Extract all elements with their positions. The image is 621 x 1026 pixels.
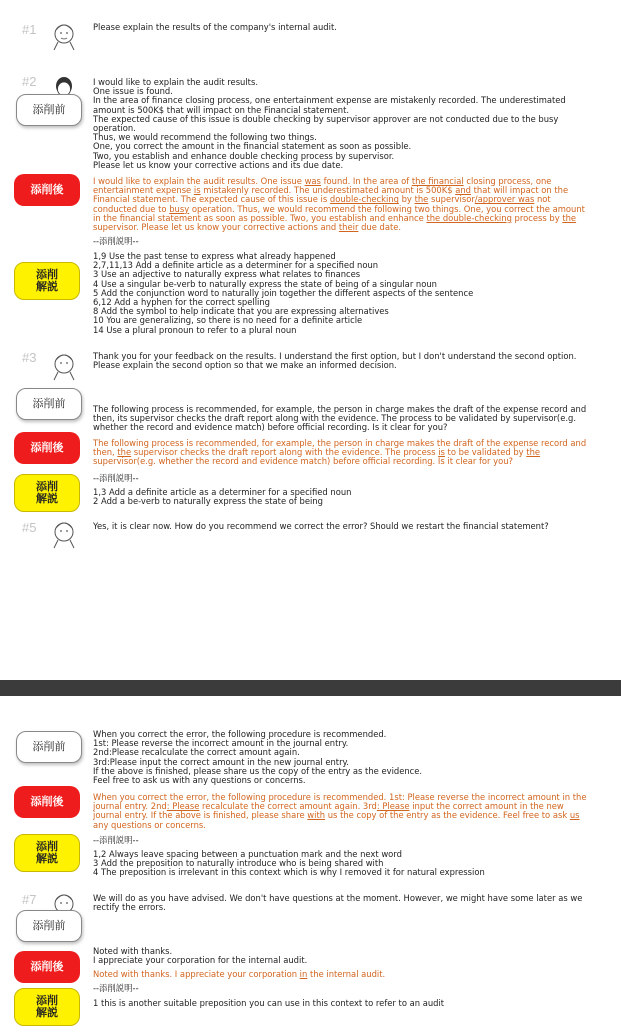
explanation-list (93, 488, 593, 506)
text-line: The expected cause of this issue is double checking by supervisor approver are not conducted due to the busy operation. (93, 113, 559, 134)
explanation-item: 6,12 Add a hyphen for the correct spelling (93, 297, 270, 308)
text-line: Two, you establish and enhance double checking process by supervisor. (93, 150, 395, 161)
explanation-label (14, 474, 80, 512)
question-text: Yes, it is clear now. How do you recommend we correct the error? Should we restart the financial statement? (93, 521, 549, 531)
explanation-list (93, 999, 593, 1008)
exchange-number: #1 (22, 22, 37, 37)
explanation-header: --添削説明-- (93, 236, 139, 246)
exchange-number: #3 (22, 350, 37, 365)
explanation-header: --添削説明-- (93, 473, 139, 483)
explanation-item: 1 this is another suitable preposition you can use in this context to refer to an audit (93, 998, 445, 1008)
correction-mark: with (307, 810, 326, 821)
before-correction-label: 添削前 (16, 388, 82, 420)
explanation-item: 2 Add a be-verb to naturally express the state of being (93, 496, 323, 507)
text-line: 3rd:Please input the correct amount in the new journal entry. (93, 756, 349, 767)
correction-mark: double-checking (329, 194, 399, 205)
thinking-person-icon (50, 18, 78, 52)
correction-mark: us (569, 810, 580, 821)
correction-mark: the (526, 447, 541, 458)
text-line: In the area of finance closing process, one entertainment expense are mistakenly recorded. The underestimated amount is 500K$ that will impact on the Financial statement. (93, 95, 566, 115)
explanation-label-text: 添削 解説 (36, 480, 58, 505)
text-line: When you correct the error, the following procedure is recommended. (93, 729, 387, 739)
explanation-item: 10 You are generalizing, so there is no need for a definite article (93, 315, 363, 326)
correction-mark: /approver was (474, 194, 535, 205)
text-line: 2nd:Please recalculate the correct amount again. (93, 747, 300, 758)
text-line: Feel free to ask us with any questions or concerns. (93, 775, 306, 786)
exchange-number: #5 (22, 520, 37, 535)
document-page-2 (0, 696, 621, 1024)
correction-mark: the (562, 212, 577, 223)
explanation-label (14, 262, 80, 300)
text-line: One issue is found. (93, 86, 173, 97)
explanation-item: 1,9 Use the past tense to express what already happened (93, 251, 336, 261)
explanation-item: 3 Add the preposition to naturally introduce who is being shared with (93, 858, 384, 869)
correction-mark: is (193, 185, 201, 196)
explanation-item: 1,3 Add a definite article as a determiner for a specified noun (93, 487, 352, 497)
before-correction-label: 添削前 (16, 910, 82, 942)
explanation-item: 3 Use an adjective to naturally express what relates to finances (93, 269, 361, 280)
explanation-label-text: 添削 解説 (36, 994, 58, 1019)
after-correction-text: Noted with thanks. I appreciate your corporation in the internal audit. (93, 969, 386, 979)
page-separator (0, 680, 621, 696)
correction-mark: in (299, 969, 308, 979)
correction-mark: the financial (411, 176, 464, 186)
before-correction-text (93, 730, 593, 785)
correction-mark: busy (169, 203, 190, 214)
before-correction-label: 添削前 (16, 731, 82, 763)
correction-mark: was (304, 176, 321, 186)
thinking-person-icon (50, 516, 78, 550)
explanation-list (93, 850, 593, 878)
exchange-number: #7 (22, 892, 37, 907)
after-correction-label: 添削後 (14, 174, 80, 206)
correction-mark: the double-checking (426, 212, 512, 223)
correction-mark: : Please (166, 801, 200, 812)
explanation-item: 1,2 Always leave spacing between a punctuation mark and the next word (93, 849, 402, 859)
question-text: Thank you for your feedback on the results. I understand the first option, but I don't understand the second option. Please explain the second option so that we make an informed decision. (93, 351, 577, 371)
correction-mark: their (338, 222, 359, 233)
text-line: I would like to explain the audit results. (93, 77, 258, 87)
after-correction-label: 添削後 (14, 951, 80, 983)
thinking-person-icon (50, 348, 78, 382)
before-correction-label: 添削前 (16, 94, 82, 126)
text-line: Thus, we would recommend the following two things. (93, 132, 317, 143)
after-correction-label: 添削後 (14, 786, 80, 818)
explanation-item: 14 Use a plural pronoun to refer to a plural noun (93, 324, 297, 335)
explanation-label (14, 988, 80, 1026)
explanation-label (14, 834, 80, 872)
correction-mark: the (414, 194, 429, 205)
exchange-number: #2 (22, 74, 37, 89)
question-text: Please explain the results of the company's internal audit. (93, 22, 337, 32)
explanation-item: 8 Add the symbol to help indicate that you are expressing alternatives (93, 306, 389, 317)
text-line: Please let us know your corrective actions and its due date. (93, 159, 344, 170)
text-line: I appreciate your corporation for the internal audit. (93, 955, 308, 966)
after-correction-text: The following process is recommended, for example, the person in charge makes the draft of the expense record and then, the supervisor checks the draft report along with the evidence. The process is to be validated by the supervisor(e.g. whether the record and evidence match) before official recording. Is it clear for you? (93, 438, 587, 467)
explanation-header: --添削説明-- (93, 835, 139, 845)
correction-mark: and (455, 185, 471, 196)
explanation-item: 2,7,11,13 Add a definite article as a determiner for a specified noun (93, 260, 379, 271)
text-line: One, you correct the amount in the financial statement as soon as possible. (93, 141, 412, 152)
text-line: If the above is finished, please share us the copy of the entry as the evidence. (93, 765, 423, 776)
after-correction-text: When you correct the error, the following procedure is recommended. 1st: Please reverse the incorrect amount in the journal entry. 2nd: Please recalculate the correct amount again. 3rd: Please input the correct amount in the new journal entry. If the above is finished, please share with us the copy of the entry as the evidence. Feel free to ask us any questions or concerns. (93, 792, 587, 830)
after-correction-label: 添削後 (14, 432, 80, 464)
explanation-label-text: 添削 解説 (36, 268, 58, 293)
explanation-item: 4 The preposition is irrelevant in this context which is why I removed it for natural expression (93, 867, 485, 878)
correction-mark: is (438, 447, 445, 458)
question-text: We will do as you have advised. We don't have questions at the moment. However, we might have some later as we rectify the errors. (93, 893, 583, 913)
explanation-label-text: 添削 解説 (36, 840, 58, 865)
correction-mark: : Please (376, 801, 410, 812)
explanation-item: 4 Use a singular be-verb to naturally express the state of being of a singular noun (93, 278, 437, 289)
text-line: Noted with thanks. (93, 946, 173, 956)
correction-mark: the (117, 447, 132, 458)
after-correction-text: I would like to explain the audit results. One issue was found. In the area of the financial closing process, one entertainment expense is mistakenly recorded. The underestimated amount is 500K$ and that will impact on the Financial statement. The expected cause of this issue is double-checking by the supervisor/approver was not conducted due to busy operation. Thus, we would recommend the following two things. One, you correct the amount in the financial statement as soon as possible. Two, you establish and enhance the double-checking process by the supervisor. Please let us know your corrective actions and their due date. (93, 176, 585, 233)
text-line: 1st: Please reverse the incorrect amount in the journal entry. (93, 738, 349, 749)
explanation-item: 5 Add the conjunction word to naturally join together the different aspects of the sentence (93, 287, 474, 298)
before-correction-text (93, 78, 593, 170)
explanation-header: --添削説明-- (93, 983, 139, 993)
explanation-list (93, 252, 593, 335)
before-correction-text (93, 947, 593, 965)
before-correction-text: The following process is recommended, for example, the person in charge makes the draft of the expense record and then, its supervisor checks the draft report along with the evidence. The process to be validated by supervisor(e.g. whether the record and evidence match) before official recording. Is it clear for you? (93, 404, 587, 433)
